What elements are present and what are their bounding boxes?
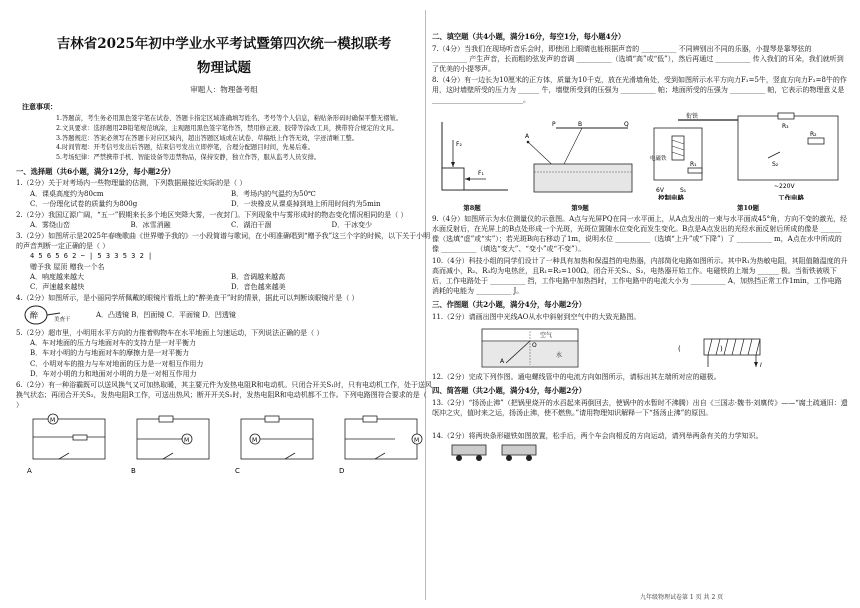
- option: A．课桌高度约为80cm: [30, 189, 104, 198]
- option: A．雾绕山峦: [30, 221, 71, 229]
- option: C．湖泊干涸: [231, 221, 272, 229]
- option: A．车对地面的压力与地面对车的支持力是一对平衡力: [30, 339, 197, 348]
- figure-8: [432, 120, 512, 213]
- question-13: 13.（2分）“扬汤止沸”（把锅里烧开的水舀起来再倒回去，使锅中的水暂时不沸腾）出自《三国志·魏书·刘廙传》——“腐土疏通旧：遗氓冲之灾，值时来之运，扬汤止沸，使不燃焦。”请用物理知识解释一下“扬汤止沸”的原因。: [432, 398, 848, 417]
- svg-text:O: O: [532, 341, 537, 349]
- question-8: 8.（4分）有一边长为10厘米的正方体，质量为10千克，放在光滑墙角处，受到如图所示水平方向力F₁=5牛，竖直方向力F₂=8牛的作用，这时墙壁所受的压力为 ______ 牛，墙壁所受到的压强为 __________ 帕；地面所受的压强为 __________ 帕，它表示的物理意义是 __________________________。: [432, 76, 847, 105]
- question-1: 1.（2分）关于对考场内一些物理量的估测，下列数据最接近实际的是（ ）: [16, 179, 247, 188]
- svg-text:R₁: R₁: [690, 161, 697, 169]
- svg-text:B: B: [578, 121, 583, 129]
- svg-text:(: (: [678, 344, 681, 353]
- svg-text:M: M: [252, 437, 258, 445]
- note-item: 5.考场纪律：严禁携带手机、智能设备等违禁物品，保持安静，独立作答，服从监考人员安排。: [56, 154, 321, 162]
- circuit-label: C: [235, 467, 240, 476]
- question-4: 4.（2分）如图所示，是小丽同学所佩戴的眼镜片看纸上的“醉美查干”时的情景，据此可以判断该眼镜片是（ ）: [16, 293, 359, 302]
- svg-text:): ): [720, 344, 723, 353]
- svg-text:6V: 6V: [656, 187, 664, 195]
- circuit-b: [127, 413, 217, 475]
- question-11: 11.（2分）请画出图中光线AO从水中斜射到空气中的大致光路图。: [432, 312, 641, 321]
- question-4-row: [16, 303, 432, 327]
- right-column: [432, 28, 848, 466]
- option: C．声速越来越快: [30, 282, 85, 291]
- music-notation: 4 5 6 5 6 2 ~ | 5 3 3 5 3 2 |: [30, 252, 153, 261]
- water-level-diagram: [520, 120, 640, 200]
- option: B．冰雪消融: [130, 221, 171, 229]
- question-10: 10.（4分）科技小组的同学们设计了一种具有加热和保温挡的电热器，内部简化电路如图所示。其中R₁为热敏电阻，其阻值随温度的升高而减小，R₂、R₃均为电热丝，且R₁=R₂=100Ω。闭合开关S₁、S₂，电热器开始工作。电磁铁的上端为 ______ 极。当衔铁被吸下后，工作电路处于 __________ 挡，工作电路中加热挡时，工作电路中的电流大小为 __________ A，加热挡正常工作1min，工作电路消耗的电能为 __________ J。: [432, 256, 848, 295]
- figure-caption: 第8题: [463, 203, 481, 212]
- circuit-c: [231, 413, 321, 475]
- eyeglass-figure: [20, 303, 90, 327]
- section-heading-drawing: 三、作图题（共2小题，满分4分，每小题2分）: [432, 300, 586, 310]
- question-1-options: [16, 189, 432, 209]
- cube-diagram: [432, 120, 512, 200]
- svg-text:P: P: [552, 121, 556, 129]
- circuit-d: [335, 413, 425, 475]
- option: C．一份理化试卷的质量约为800g: [30, 199, 138, 208]
- question-3: 3.（2分）如图所示是2025年春晚歌曲《世界赠予我的》一小段简谱与歌词，在小明准确唱到“赠予我”这三个字的时候，以下关于小明的声音判断一定正确的是（ ）: [16, 232, 431, 251]
- note-item: 3.答题规范：答案必须写在答题卡对应区域内，超出答题区域或在试卷、草稿纸上作答无效，字迹清晰工整。: [56, 134, 358, 142]
- svg-text:衔铁: 衔铁: [686, 113, 699, 121]
- figure-caption: 第10题: [736, 203, 760, 212]
- fill-figures: [432, 108, 848, 213]
- question-2-options: [16, 220, 432, 230]
- question-6: 6.（2分）有一种浴霸既可以送风换气又可加热取暖，其主要元件为发热电阻R和电动机。只闭合开关S₁时，只有电动机工作，处于送风换气状态；再闭合开关S₂，发热电阻R工作，可送出热风；断开开关S₁时，发热电阻R和电动机都不工作。下列电路图符合要求的是（ ）: [16, 380, 433, 410]
- section-heading-choice: 一、选择题（共6小题，满分12分，每小题2分）: [16, 166, 175, 176]
- option: B．车对小明的力与地面对车的摩擦力是一对平衡力: [30, 349, 190, 358]
- svg-text:F₂: F₂: [456, 141, 462, 149]
- svg-text:A: A: [525, 133, 530, 141]
- svg-text:R₃: R₃: [782, 123, 789, 131]
- option: B．考场内的气温约为50℃: [231, 189, 316, 198]
- figure-10: [648, 108, 848, 213]
- svg-text:Q: Q: [624, 121, 629, 129]
- svg-text:M: M: [414, 437, 420, 445]
- notes-list: [56, 114, 432, 163]
- option: D．干冰变少: [331, 221, 373, 229]
- question-6-circuits: [16, 413, 432, 475]
- svg-text:M: M: [50, 417, 56, 425]
- svg-text:F₁: F₁: [478, 170, 484, 178]
- svg-text:~220V: ~220V: [774, 183, 795, 191]
- drawing-figures: [432, 325, 848, 371]
- svg-text:空气: 空气: [540, 331, 553, 339]
- magnet-cars-figure: [432, 441, 632, 463]
- note-item: 2.文具要求：选择题用2B铅笔规范填涂，主观题用黑色签字笔作答，禁用修正液、胶带等涂改工具，携带符合规定的文具。: [56, 124, 399, 132]
- question-5: 5.（2分）超市里，小明用水平方向的力推着购物车在水平地面上匀速运动，下列说法正确的是（ ）: [16, 329, 324, 338]
- left-column: [16, 0, 432, 475]
- question-9: 9.（4分）如图所示为水位测量仪的示意图。A点与光屏PQ在同一水平面上，从A点发出的一束与水平面成45°角，方向不变的激光，经水面反射后，在光屏上的B点处形成一个光斑，光斑位置随水位变化而发生变化。B点是A点发出的光经水面反射后所成的像是 ______ 像（选填“虚”或“实”）；若光斑B向右移动了1m，说明水位 __________（选填“上升”或“下降”）了 __________ m，A点在水中所成的像 __________（填选“变大”、“变小”或“不变”）。: [432, 214, 848, 254]
- reviewer-line: 审题人：物理备考组: [190, 85, 258, 95]
- question-3-options: [16, 272, 432, 292]
- question-14: 14.（2分）将两块条形磁铁如图放置，松手后，两个车会向相反的方向运动，请列举两条有关的力学知识。: [432, 431, 763, 440]
- thermal-circuit-diagram: [648, 108, 848, 200]
- option: C．小明对车的推力与车对地面的压力是一对相互作用力: [30, 359, 204, 368]
- svg-text:S₂: S₂: [772, 161, 779, 169]
- question-2: 2.（2分）我国辽源广阔，“五一”假期来长多个地区突降大雾，一夜封门。下列现象中与雾形成时的物态变化情况相同的是（ ）: [16, 210, 408, 219]
- svg-text:S₁: S₁: [680, 187, 687, 195]
- option: D．音色越来越美: [231, 282, 286, 291]
- option: A．响度越来越大: [30, 272, 85, 281]
- page-footer: 九年级物理试卷第 1 页 共 2 页: [640, 594, 724, 601]
- option: D．车对小明的力和地面对小明的力是一对相互作用力: [30, 369, 197, 378]
- svg-text:A: A: [500, 357, 505, 365]
- notes-heading: 注意事项：: [22, 101, 57, 111]
- exam-subtitle: 物理试题: [197, 59, 251, 76]
- refraction-diagram: [476, 325, 586, 371]
- note-item: 1.答题前，考生务必用黑色签字笔在试卷、答题卡指定区域准确填写姓名、考号等个人信息，粘贴条形码时确保平整无褶皱。: [56, 115, 403, 123]
- svg-text:控制电路: 控制电路: [658, 194, 684, 201]
- circuit-a: [23, 413, 113, 475]
- svg-text:R₂: R₂: [810, 131, 817, 139]
- exam-title: 吉林省2025年初中学业水平考试暨第四次统一模拟联考: [56, 36, 392, 52]
- svg-text:电磁铁: 电磁铁: [650, 156, 667, 163]
- small-chars: 美查干: [54, 317, 71, 324]
- figure-caption: 第9题: [571, 203, 589, 212]
- figure-9: [520, 120, 640, 213]
- circuit-label: A: [27, 467, 32, 476]
- section-heading-short-answer: 四、简答题（共2小题，满分4分，每小题2分）: [432, 385, 586, 395]
- svg-text:I: I: [760, 361, 762, 369]
- question-4-options: A．凸透镜 B．凹面镜 C．平面镜 D．凹透镜: [96, 311, 236, 320]
- svg-text:水: 水: [556, 351, 563, 359]
- solenoid-diagram: [674, 325, 804, 371]
- option: B．音调越来越高: [231, 272, 286, 281]
- magnified-char: 醉: [30, 311, 38, 321]
- section-heading-fill: 二、填空题（共4小题，满分16分，每空1分，每小题4分）: [432, 32, 626, 41]
- circuit-label: B: [131, 467, 136, 476]
- option: D．一块橡皮从课桌掉到地上所用时间约为5min: [231, 199, 381, 208]
- svg-text:工作电路: 工作电路: [778, 194, 804, 201]
- lyrics: 赠予我 屋顶 赠我一个名: [30, 262, 105, 271]
- note-item: 4.时间管理：开考信号发出后答题，结束信号发出立即停笔，合理分配题目时间，先易后难。: [56, 144, 314, 152]
- question-7: 7.（4分）当我们在现场听音乐会时，即使闭上眼睛也能根据声音的 __________ 不同辨别出不同的乐器，小提琴是靠琴弦的 __________ 产生声音，长而粗的弦发声的音调 __________（选填“高”或“低”），然后再通过 __________ 传入我们的耳朵，我们就听到了优美的小提琴声。: [432, 44, 844, 73]
- circuit-label: D: [339, 467, 345, 476]
- svg-text:M: M: [184, 437, 190, 445]
- question-12: 12.（2分）完成下列作图。通电螺线管中的电流方向如图所示，请标出其左端所对应的磁极。: [432, 372, 721, 381]
